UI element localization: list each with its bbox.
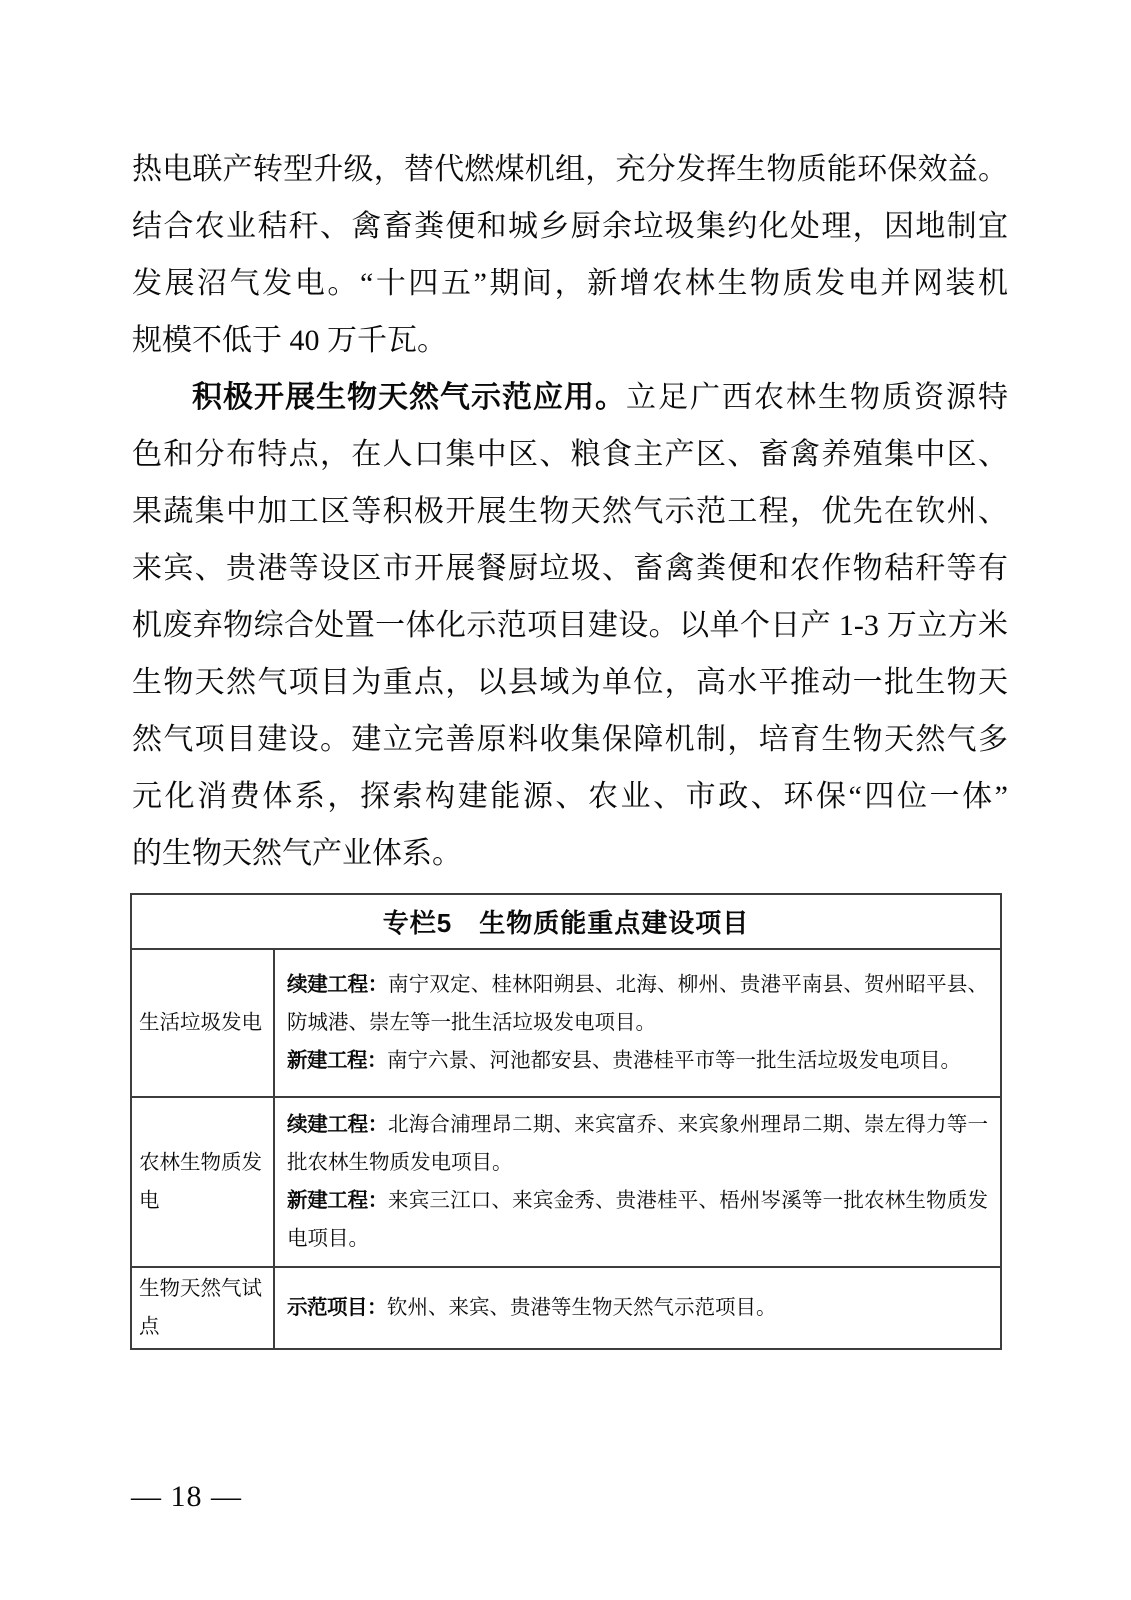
text-line: 机废弃物综合处置一体化示范项目建设。以单个日产 1-3 万立方米 — [132, 609, 1008, 642]
item-text: 钦州、来宾、贵港等生物天然气示范项目。 — [387, 1297, 777, 1319]
text-line: 发展沼气发电。“十四五”期间，新增农林生物质发电并网装机 — [132, 267, 1008, 300]
project-item — [287, 1289, 988, 1327]
item-lead: 示范项目： — [287, 1296, 387, 1319]
row-label: 农林生物质发电 — [131, 1097, 274, 1267]
row-content — [274, 1097, 1001, 1267]
text-line: 果蔬集中加工区等积极开展生物天然气示范工程，优先在钦州、 — [132, 495, 1008, 528]
projects-table — [130, 893, 1002, 1350]
item-lead: 续建工程： — [287, 1113, 388, 1136]
item-lead: 新建工程： — [287, 1049, 387, 1072]
text-line: 然气项目建设。建立完善原料收集保障机制，培育生物天然气多 — [132, 723, 1008, 756]
item-text: 北海合浦理昂二期、来宾富乔、来宾象州理昂二期、崇左得力等一批农林生物质发电项目。 — [287, 1114, 989, 1174]
row-content — [274, 1267, 1001, 1349]
item-text: 南宁双定、桂林阳朔县、北海、柳州、贵港平南县、贺州昭平县、防城港、崇左等一批生活垃圾发电项目。 — [287, 974, 989, 1034]
text-line: 规模不低于 40 万千瓦。 — [132, 324, 447, 357]
table-row — [131, 1097, 1001, 1267]
row-label: 生活垃圾发电 — [131, 949, 274, 1097]
text-line: 元化消费体系，探索构建能源、农业、市政、环保“四位一体” — [132, 780, 1008, 813]
paragraph-lead: 积极开展生物天然气示范应用。 — [192, 381, 626, 414]
text-line — [132, 369, 1008, 426]
row-content — [274, 949, 1001, 1097]
text-line: 热电联产转型升级，替代燃煤机组，充分发挥生物质能环保效益。 — [132, 153, 1008, 186]
project-item — [287, 966, 988, 1042]
item-text: 南宁六景、河池都安县、贵港桂平市等一批生活垃圾发电项目。 — [387, 1050, 961, 1072]
project-item — [287, 1106, 988, 1182]
project-item — [287, 1182, 988, 1258]
table-row — [131, 949, 1001, 1097]
table-row — [131, 1267, 1001, 1349]
item-lead: 新建工程： — [287, 1189, 388, 1212]
text-line: 生物天然气项目为重点，以县域为单位，高水平推动一批生物天 — [132, 666, 1008, 699]
paragraph-1 — [132, 141, 1008, 369]
row-label: 生物天然气试点 — [131, 1267, 274, 1349]
text-line: 色和分布特点，在人口集中区、粮食主产区、畜禽养殖集中区、 — [132, 438, 1008, 471]
text-line: 的生物天然气产业体系。 — [132, 837, 462, 870]
project-item — [287, 1042, 988, 1080]
item-lead: 续建工程： — [287, 973, 388, 996]
table-title-row — [131, 894, 1001, 949]
paragraph-2 — [132, 369, 1008, 882]
text-span: 立足广西农林生物质资源特 — [626, 381, 1008, 414]
text-line: 来宾、贵港等设区市开展餐厨垃圾、畜禽粪便和农作物秸秆等有 — [132, 552, 1008, 585]
table-title: 专栏5 生物质能重点建设项目 — [131, 894, 1001, 949]
page-number: — 18 — — [131, 1480, 242, 1513]
body-text — [132, 141, 1008, 882]
item-text: 来宾三江口、来宾金秀、贵港桂平、梧州岑溪等一批农林生物质发电项目。 — [287, 1190, 989, 1250]
text-line: 结合农业秸秆、禽畜粪便和城乡厨余垃圾集约化处理，因地制宜 — [132, 210, 1008, 243]
